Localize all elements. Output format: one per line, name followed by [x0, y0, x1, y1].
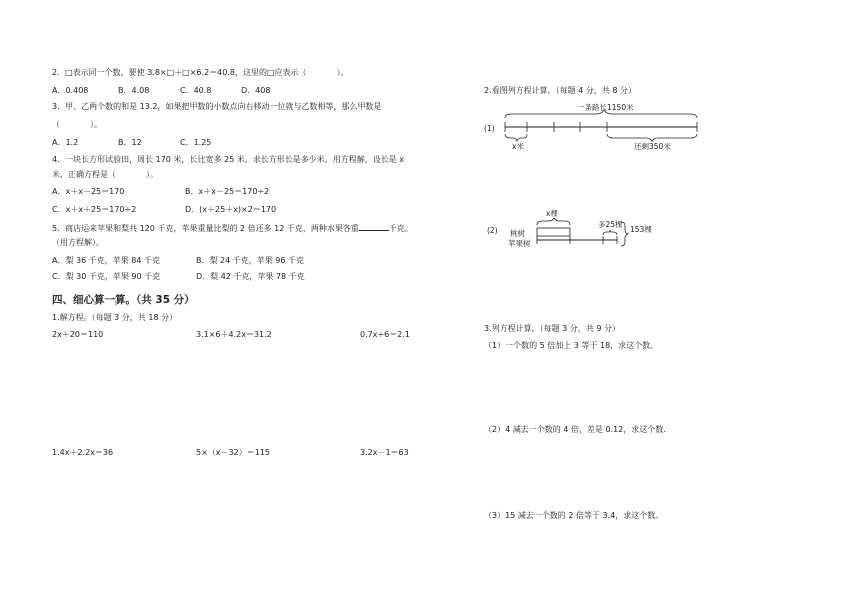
solve-eq-2: 3.1×6＋4.2x＝31.2	[196, 330, 272, 339]
d1-remain-brace	[607, 134, 697, 141]
d1-remain-label: 还剩350米	[634, 142, 671, 151]
q2-option-a: A．0.408	[52, 86, 89, 95]
q4-stem-line1: 4．一块长方形试验田，周长 170 米，长比宽多 25 米，求长方形长是多少米，用方程解，设长是 x	[52, 155, 404, 164]
d2-num: (2)	[487, 226, 498, 235]
q5-stem-line2: （用方程解）。	[52, 238, 104, 247]
q4-option-a: A．x＋x－25＝170	[52, 187, 125, 196]
q5-option-c: C．梨 30 千克，苹果 90 千克	[52, 272, 161, 281]
solve-title: 1.解方程。（每题 3 分，共 18 分）	[52, 313, 178, 322]
q3-stem-line1: 3．甲、乙两个数的和是 13.2，如果把甲数的小数点向右移动一位就与乙数相等，那么甲数是	[52, 102, 382, 111]
q3-item-2: （2）4 减去一个数的 4 倍，差是 0.12，求这个数.	[484, 425, 666, 434]
q5-option-a: A．梨 36 千克，苹果 84 千克	[52, 256, 161, 265]
d1-x-label: x米	[512, 142, 524, 151]
q4-option-b: B．x＋x－25＝170÷2	[185, 187, 270, 196]
d2-peach-bar	[537, 228, 570, 236]
d2-x-brace	[537, 218, 570, 225]
solve-eq-3: 0.7x÷6＝2.1	[360, 330, 410, 339]
q3-stem-line2: （ ）。	[52, 120, 102, 129]
q3-item-1: （1）一个数的 5 倍加上 3 等于 18，求这个数。	[484, 341, 659, 350]
q2-stem: 2．□表示同一个数，要使 3.8×□＋□×6.2＝40.8，这里的□应表示（ ）。	[52, 68, 349, 77]
d2-x-label: x棵	[546, 209, 558, 218]
q3-option-a: A．1.2	[52, 138, 79, 147]
q5-option-d: D．梨 42 千克，苹果 78 千克	[196, 272, 305, 281]
section4-title: 四、细心算一算。（共 35 分）	[52, 294, 195, 306]
d1-total: 一条路长1150米	[577, 103, 634, 112]
q3-item-3: （3）15 减去一个数的 2 倍等于 3.4，求这个数。	[484, 511, 664, 520]
q2-option-b: B．4.08	[118, 86, 150, 95]
q2-option-d: D．408	[241, 86, 271, 95]
d2-more-brace	[603, 230, 617, 235]
solve-eq-1: 2x＋20＝110	[52, 330, 104, 339]
q4-option-c: C．x＋x＋25＝170÷2	[52, 205, 137, 214]
q5-stem-line1: 5．商店运来苹果和梨共 120 千克，苹果重量比梨的 2 倍还多 12 千克，两种水果各重 千克。	[52, 224, 413, 233]
d1-x-brace	[505, 134, 527, 141]
q5-option-b: B．梨 24 千克，苹果 96 千克	[196, 256, 305, 265]
q3-option-b: B．12	[118, 138, 142, 147]
q4-stem-line2: 米，正确方程是（ ）。	[52, 170, 158, 179]
solve-eq-5: 5×（x－32）＝115	[196, 448, 270, 457]
q3-title: 3.列方程计算。（每题 3 分，共 9 分）	[484, 324, 620, 333]
diagram-title: 2.看图列方程计算。（每题 4 分，共 8 分）	[484, 86, 636, 95]
d2-apple-label: 苹果树	[508, 239, 531, 248]
solve-eq-6: 3.2x－1＝63	[360, 448, 409, 457]
solve-eq-4: 1.4x＋2.2x＝36	[52, 448, 114, 457]
q3-option-c: C．1.25	[180, 138, 212, 147]
d1-num: (1)	[484, 124, 495, 133]
d2-more-label: 多25棵	[598, 220, 623, 229]
d2-total-label: 153棵	[630, 225, 652, 234]
q2-option-c: C．40.8	[180, 86, 212, 95]
d2-peach-label: 桃树	[510, 229, 525, 238]
q4-option-d: D．(x＋25＋x)×2＝170	[185, 205, 277, 214]
